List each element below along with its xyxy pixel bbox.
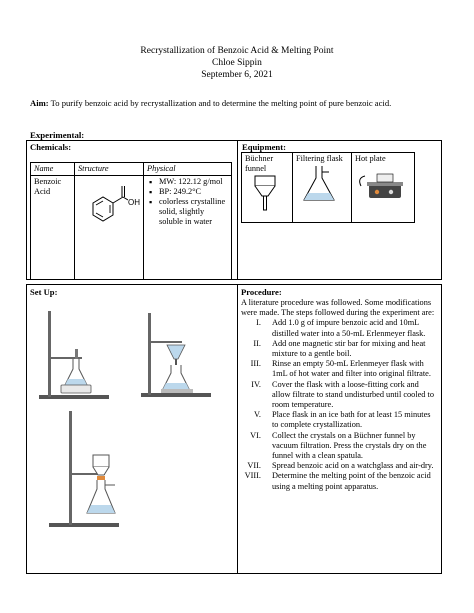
hot-plate-icon [355, 164, 411, 204]
step-number: III. [250, 359, 261, 369]
aim-paragraph [30, 98, 450, 109]
procedure-step [241, 410, 437, 430]
author-name: Chloe Sippin [212, 58, 262, 68]
benzoic-acid-structure-icon [75, 176, 143, 236]
equipment-buchner [242, 153, 293, 223]
structure-oh-label: OH [128, 198, 140, 207]
property-appearance: ▪ colorless crystalline solid, slightly soluble in water [159, 197, 228, 227]
procedure-steps [241, 318, 437, 491]
equipment-flask-label: Filtering flask [296, 154, 343, 163]
step-number: VIII. [244, 471, 261, 481]
experimental-label: Experimental: [30, 130, 85, 140]
procedure-step [241, 380, 437, 411]
procedure-section [241, 298, 437, 492]
step-text: Add one magnetic stir bar for mixing and heat mixture to a gentle boil. [272, 338, 426, 359]
step-text: Spread benzoic acid on a watchglass and air-dry. [272, 461, 434, 471]
property-bp: ▪ BP: 249.2°C [159, 187, 228, 197]
chemical-properties [144, 176, 232, 280]
procedure-step [241, 318, 437, 338]
step-number: VII. [247, 461, 261, 471]
document-title: Recrystallization of Benzoic Acid & Melting Point [140, 46, 334, 56]
document-date: September 6, 2021 [201, 70, 273, 80]
equipment-table [241, 152, 415, 223]
col-name: Name [31, 163, 75, 176]
chemicals-header-row [31, 163, 232, 176]
chemical-structure [75, 176, 144, 280]
setup-illustrations [29, 301, 235, 571]
filtering-flask-icon [296, 164, 348, 204]
step-text: Place flask in an ice bath for at least 15 minutes to complete crystallization. [272, 410, 431, 430]
grid-divider [237, 141, 238, 279]
step-number: II. [253, 338, 261, 348]
chemicals-row [31, 176, 232, 280]
setup-heading: Set Up: [30, 287, 58, 297]
procedure-step [241, 359, 437, 379]
grid-divider-bottom [237, 285, 238, 573]
setup-vacuum-filtration-icon [49, 411, 119, 527]
chemical-name: Benzoic Acid [31, 176, 75, 280]
step-text: Rinse an empty 50-mL Erlenmeyer flask with 1mL of hot water and filter into original filtrate. [272, 359, 431, 379]
aim-label: Aim: [30, 98, 49, 108]
equipment-hotplate-label: Hot plate [355, 154, 386, 163]
procedure-step [241, 339, 437, 359]
col-physical: Physical [144, 163, 232, 176]
setup-procedure-grid [26, 284, 442, 574]
step-number: I. [256, 318, 261, 328]
equipment-buchner-label: Büchner funnel [245, 154, 274, 173]
procedure-step [241, 431, 437, 462]
equipment-hot-plate [352, 153, 415, 223]
step-text: Add 1.0 g of impure benzoic acid and 10mL distilled water into a 50-mL Erlenmeyer flask. [272, 318, 426, 338]
equipment-heading: Equipment: [242, 142, 286, 152]
property-mw: ▪ MW: 122.12 g/mol [159, 177, 228, 187]
equipment-filtering-flask [293, 153, 352, 223]
procedure-heading: Procedure: [241, 287, 282, 297]
procedure-step [241, 461, 437, 471]
chemicals-heading: Chemicals: [30, 142, 72, 152]
col-structure: Structure [75, 163, 144, 176]
chemicals-equipment-grid [26, 140, 442, 280]
step-text: Determine the melting point of the benzoic acid using a melting point apparatus. [272, 471, 431, 491]
setup-heating-apparatus-icon [39, 311, 109, 399]
step-number: V. [254, 410, 261, 420]
buchner-funnel-icon [245, 174, 289, 214]
procedure-intro: A literature procedure was followed. Some modifications were made. The steps followed during the experiment are: [241, 298, 435, 318]
equipment-row [242, 153, 415, 223]
step-number: VI. [250, 430, 261, 440]
aim-text: To purify benzoic acid by recrystallization and to determine the melting point of pure benzoic acid. [48, 98, 392, 108]
step-text: Cover the flask with a loose-fitting cork and allow filtrate to stand undisturbed until cooled to room temperature. [272, 379, 434, 410]
step-text: Collect the crystals on a Büchner funnel by vacuum filtration. Press the crystals dry on the funnel with a clean spatula. [272, 430, 427, 461]
setup-gravity-filtration-icon [141, 313, 211, 397]
chemicals-table [30, 162, 232, 280]
procedure-step [241, 471, 437, 491]
step-number: IV. [251, 379, 261, 389]
